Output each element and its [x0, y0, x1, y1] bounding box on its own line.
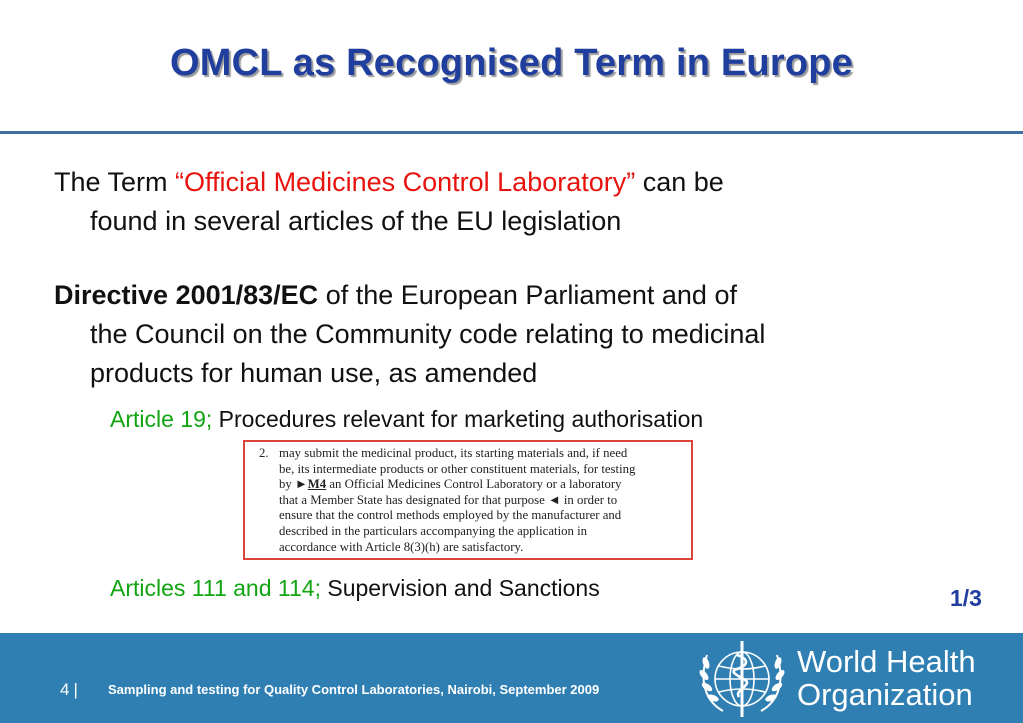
articles-111-114-text: Supervision and Sanctions: [320, 575, 600, 601]
directive-paragraph: [54, 276, 974, 393]
directive-line-3: products for human use, as amended: [90, 358, 538, 388]
slide-fraction: 1/3: [950, 585, 982, 611]
directive-text: of the European Parliament and of: [318, 280, 737, 310]
excerpt-line-1: 2. may submit the medicinal product, its starting materials and, if need: [259, 446, 628, 460]
articles-111-114-line: [110, 574, 600, 602]
excerpt-line-5: ensure that the control methods employed by the manufacturer and: [279, 508, 622, 523]
articles-111-114-ref: Articles 111 and 114;: [110, 575, 321, 601]
omcl-term: “Official Medicines Control Laboratory”: [175, 167, 636, 197]
directive-line-2: the Council on the Community code relating to medicinal: [90, 319, 766, 349]
excerpt-line-4: that a Member State has designated for that purpose ◄ in order to: [279, 492, 618, 507]
footer-bar: [0, 633, 1023, 723]
article-19-ref: Article 19;: [110, 406, 213, 432]
excerpt-line-7: accordance with Article 8(3)(h) are satisfactory.: [279, 539, 524, 554]
title-divider: [0, 131, 1023, 134]
intro-continuation: found in several articles of the EU legislation: [90, 206, 622, 236]
excerpt-line-6: described in the particulars accompanying the application in: [279, 523, 588, 538]
slide-title: OMCL as Recognised Term in Europe: [170, 42, 853, 84]
excerpt-line-3: by ►M4 an Official Medicines Control Laboratory or a laboratory: [279, 477, 622, 492]
who-emblem-icon: [693, 633, 791, 723]
legislation-excerpt: [243, 440, 693, 560]
article-19-line: [110, 405, 703, 433]
article-19-text: Procedures relevant for marketing authorisation: [212, 406, 704, 432]
who-name-line-2: Organization: [797, 677, 973, 712]
intro-suffix: can be: [635, 167, 724, 197]
who-name-line-1: World Health: [797, 644, 976, 679]
amendment-marker: M4: [307, 477, 327, 492]
intro-prefix: The Term: [54, 167, 176, 197]
directive-ref: Directive 2001/83/EC: [54, 280, 319, 310]
page-number: 4 |: [60, 680, 78, 699]
intro-paragraph: [54, 163, 974, 241]
footer-caption: Sampling and testing for Quality Control Laboratories, Nairobi, September 2009: [108, 682, 600, 697]
who-wordmark: [797, 645, 976, 711]
excerpt-number: 2.: [259, 446, 269, 460]
excerpt-line-2: be, its intermediate products or other constituent materials, for testing: [279, 461, 636, 476]
